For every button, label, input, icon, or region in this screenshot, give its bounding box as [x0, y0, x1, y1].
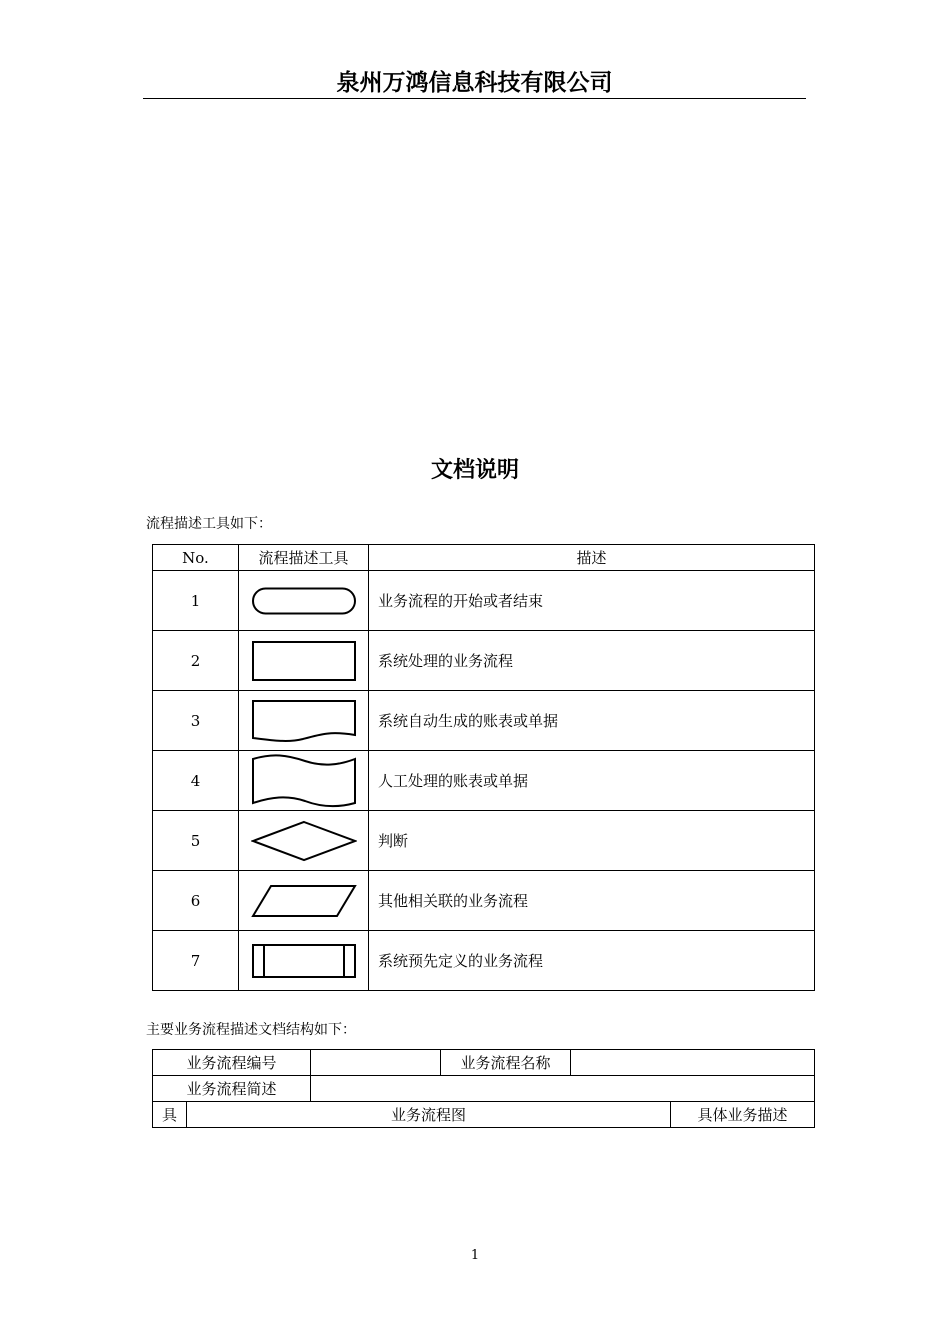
tools-intro: 流程描述工具如下： [146, 516, 272, 532]
company-header: 泉州万鸿信息科技有限公司 [336, 70, 613, 96]
column-header-no: No. [153, 545, 239, 571]
row-description: 系统自动生成的账表或单据 [369, 691, 815, 751]
flow-name-value [571, 1050, 815, 1076]
table-row [153, 691, 815, 751]
table-row [153, 751, 815, 811]
row-description: 其他相关联的业务流程 [369, 871, 815, 931]
flow-number-label: 业务流程编号 [153, 1050, 311, 1076]
column-header-tool: 流程描述工具 [239, 545, 369, 571]
detail-description-label: 具体业务描述 [671, 1102, 815, 1128]
table-row [153, 571, 815, 631]
table-row [153, 931, 815, 991]
flow-tools-table [152, 544, 815, 991]
decision-diamond-icon [239, 811, 369, 871]
flow-summary-label: 业务流程简述 [153, 1076, 311, 1102]
process-rectangle-icon [239, 631, 369, 691]
row-number: 6 [153, 871, 239, 931]
predefined-process-shape-icon [239, 931, 369, 991]
row-number: 5 [153, 811, 239, 871]
row-number: 2 [153, 631, 239, 691]
table-header-row [153, 545, 815, 571]
data-parallelogram-icon [239, 871, 369, 931]
side-label: 具 [153, 1102, 187, 1128]
terminator-shape-icon [239, 571, 369, 631]
flow-number-value [311, 1050, 441, 1076]
row-number: 4 [153, 751, 239, 811]
document-structure-table [152, 1049, 815, 1128]
row-description: 系统处理的业务流程 [369, 631, 815, 691]
page-number: 1 [470, 1248, 480, 1263]
structure-intro: 主要业务流程描述文档结构如下： [146, 1022, 356, 1038]
row-number: 7 [153, 931, 239, 991]
row-number: 1 [153, 571, 239, 631]
table-row [153, 631, 815, 691]
row-number: 3 [153, 691, 239, 751]
flow-diagram-label: 业务流程图 [187, 1102, 671, 1128]
structure-row [153, 1050, 815, 1076]
row-description: 判断 [369, 811, 815, 871]
header-rule [143, 98, 806, 99]
column-header-desc: 描述 [369, 545, 815, 571]
flow-summary-value [311, 1076, 815, 1102]
document-shape-icon [239, 691, 369, 751]
flow-name-label: 业务流程名称 [441, 1050, 571, 1076]
row-description: 业务流程的开始或者结束 [369, 571, 815, 631]
table-row [153, 871, 815, 931]
row-description: 系统预先定义的业务流程 [369, 931, 815, 991]
row-description: 人工处理的账表或单据 [369, 751, 815, 811]
structure-row [153, 1076, 815, 1102]
structure-row [153, 1102, 815, 1128]
manual-document-shape-icon [239, 751, 369, 811]
table-row [153, 811, 815, 871]
document-title: 文档说明 [430, 458, 519, 483]
